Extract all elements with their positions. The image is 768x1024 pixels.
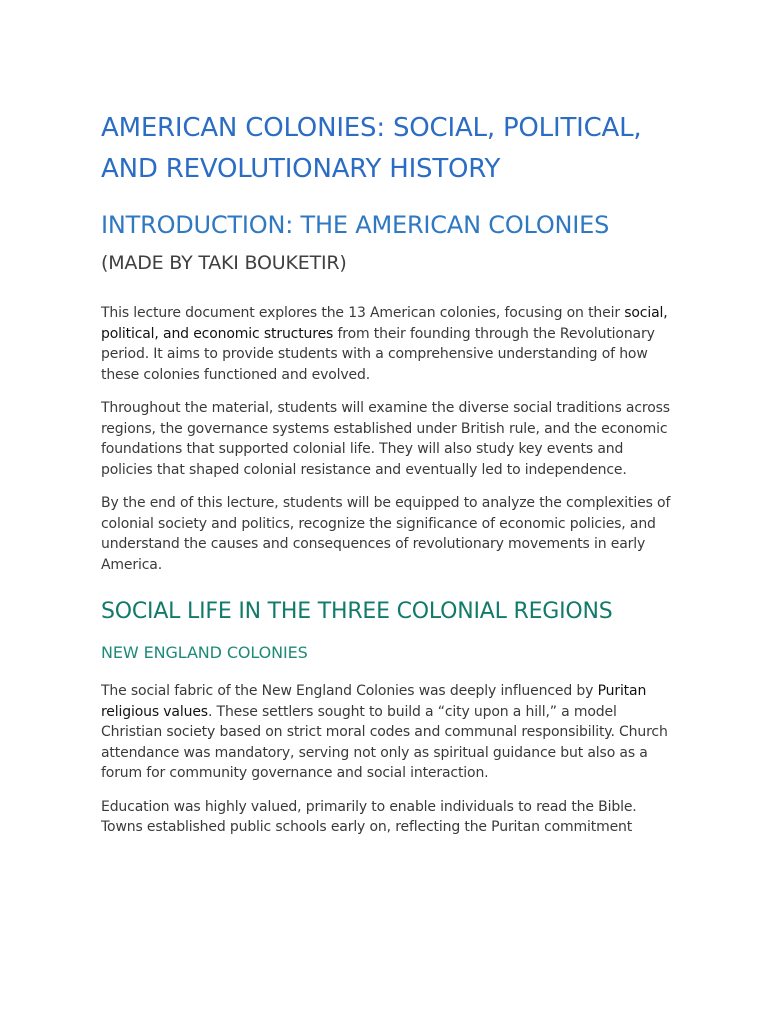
intro-paragraph-1-start: This lecture document explores the 13 American colonies, focusing on their xyxy=(101,305,625,321)
intro-paragraph-2: Throughout the material, students will examine the diverse social traditions across regions, the governance systems established under British rule, and the economic foundations that supported colonial life. They will also study key events and policies that shaped colonial resistance and eventually led to independence. xyxy=(101,400,670,478)
intro-paragraph-1-end: from their founding through the Revolutionary period. It aims to provide students with a comprehensive understanding of how these colonies functioned and evolved. xyxy=(101,325,655,383)
intro-paragraph-3: By the end of this lecture, students will be equipped to analyze the complexities of colonial society and politics, recognize the significance of economic policies, and understand the causes and consequences of revolutionary movements in early America. xyxy=(101,495,671,573)
document-page xyxy=(101,108,676,838)
new-england-paragraph-1 xyxy=(101,681,676,784)
new-england-paragraph-1-emphasis: Puritan religious values xyxy=(101,683,647,720)
new-england-paragraph-1-end: . These settlers sought to build a “city upon a hill,” a model Christian society based on strict moral codes and communal responsibility. Church attendance was mandatory, serving not only as spiritual guidance but also as a forum for community governance and social interaction. xyxy=(101,703,668,781)
new-england-heading: NEW ENGLAND COLONIES xyxy=(101,643,308,662)
introduction-heading-text: INTRODUCTION: THE AMERICAN COLONIES xyxy=(101,211,610,239)
new-england-paragraph-2: Education was highly valued, primarily to enable individuals to read the Bible. Towns established public schools early on, reflecting the Puritan commitment xyxy=(101,798,637,835)
intro-paragraph-1-emphasis: social, political, and economic structures xyxy=(101,305,668,342)
intro-paragraph-1 xyxy=(101,303,676,385)
author-credit: (MADE BY TAKI BOUKETIR) xyxy=(101,252,347,274)
introduction-heading xyxy=(101,207,676,281)
document-title: AMERICAN COLONIES: SOCIAL, POLITICAL, AND REVOLUTIONARY HISTORY xyxy=(101,113,642,184)
social-life-heading: SOCIAL LIFE IN THE THREE COLONIAL REGIONS xyxy=(101,599,613,624)
new-england-paragraph-1-start: The social fabric of the New England Colonies was deeply influenced by xyxy=(101,683,598,699)
